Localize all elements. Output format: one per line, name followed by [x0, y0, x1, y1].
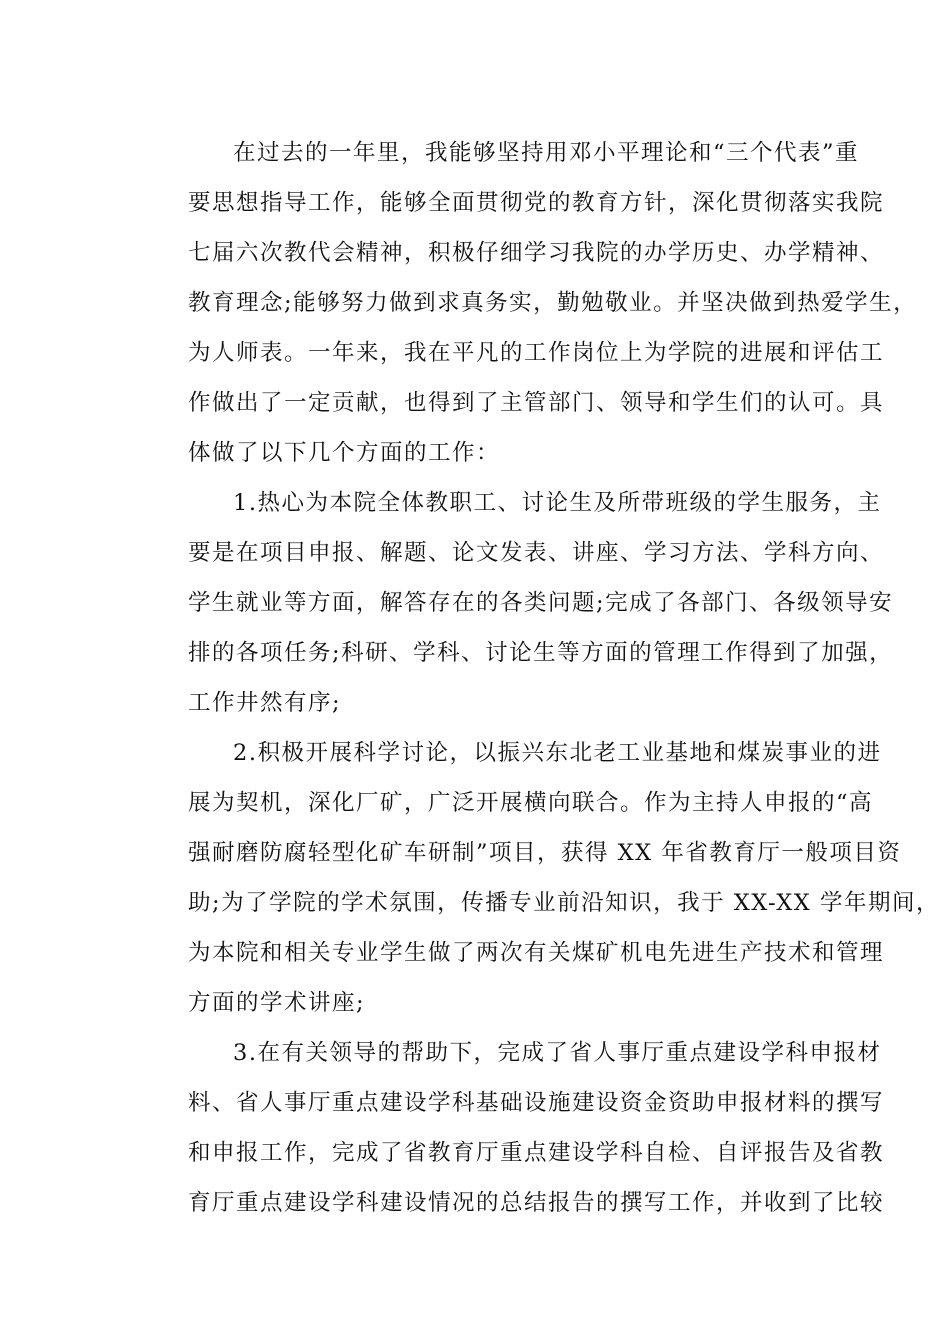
text-line: 要是在项目申报、解题、论文发表、讲座、学习方法、学科方向、 [188, 540, 885, 566]
text-line: 工作井然有序; [188, 690, 342, 716]
text-line: 在过去的一年里，我能够坚持用邓小平理论和“三个代表”重 [233, 140, 860, 166]
text-line: 学生就业等方面，解答存在的各类问题;完成了各部门、各级领导安 [188, 590, 894, 616]
text-line: 强耐磨防腐轻型化矿车研制”项目，获得 XX 年省教育厅一般项目资 [188, 840, 902, 866]
text-line: 七届六次教代会精神，积极仔细学习我院的办学历史、办学精神、 [188, 240, 885, 266]
paragraph-item-1 [143, 478, 894, 728]
text-line: 展为契机，深化厂矿，广泛开展横向联合。作为主持人申报的“高 [188, 790, 874, 816]
paragraph-item-3 [143, 1028, 885, 1228]
text-line: 要思想指导工作，能够全面贯彻党的教育方针，深化贯彻落实我院 [188, 190, 885, 216]
text-line: 育厅重点建设学科建设情况的总结报告的撰写工作，并收到了比较 [188, 1190, 885, 1216]
text-line: 作做出了一定贡献，也得到了主管部门、领导和学生们的认可。具 [188, 390, 885, 416]
text-line: 体做了以下几个方面的工作： [188, 440, 501, 466]
text-line: 1.热心为本院全体教职工、讨论生及所带班级的学生服务，主 [233, 490, 882, 516]
text-line: 教育理念;能够努力做到求真务实，勤勉敬业。并坚决做到热爱学生， [188, 290, 918, 316]
text-line: 为人师表。一年来，我在平凡的工作岗位上为学院的进展和评估工 [188, 340, 885, 366]
text-line: 为本院和相关专业学生做了两次有关煤矿机电先进生产技术和管理 [188, 940, 885, 966]
text-line: 料、省人事厅重点建设学科基础设施建设资金资助申报材料的撰写 [188, 1090, 885, 1116]
paragraph-intro [143, 128, 918, 478]
text-line: 方面的学术讲座; [188, 990, 366, 1016]
text-line: 2.积极开展科学讨论，以振兴东北老工业基地和煤炭事业的进 [233, 740, 882, 766]
text-line: 3.在有关领导的帮助下，完成了省人事厅重点建设学科申报材 [233, 1040, 882, 1066]
text-line: 和申报工作，完成了省教育厅重点建设学科自检、自评报告及省教 [188, 1140, 885, 1166]
paragraph-item-2 [143, 728, 940, 1028]
document-body [143, 128, 940, 1228]
text-line: 助;为了学院的学术氛围，传播专业前沿知识，我于 XX-XX 学年期间， [188, 890, 940, 916]
text-line: 排的各项任务;科研、学科、讨论生等方面的管理工作得到了加强， [188, 640, 894, 666]
